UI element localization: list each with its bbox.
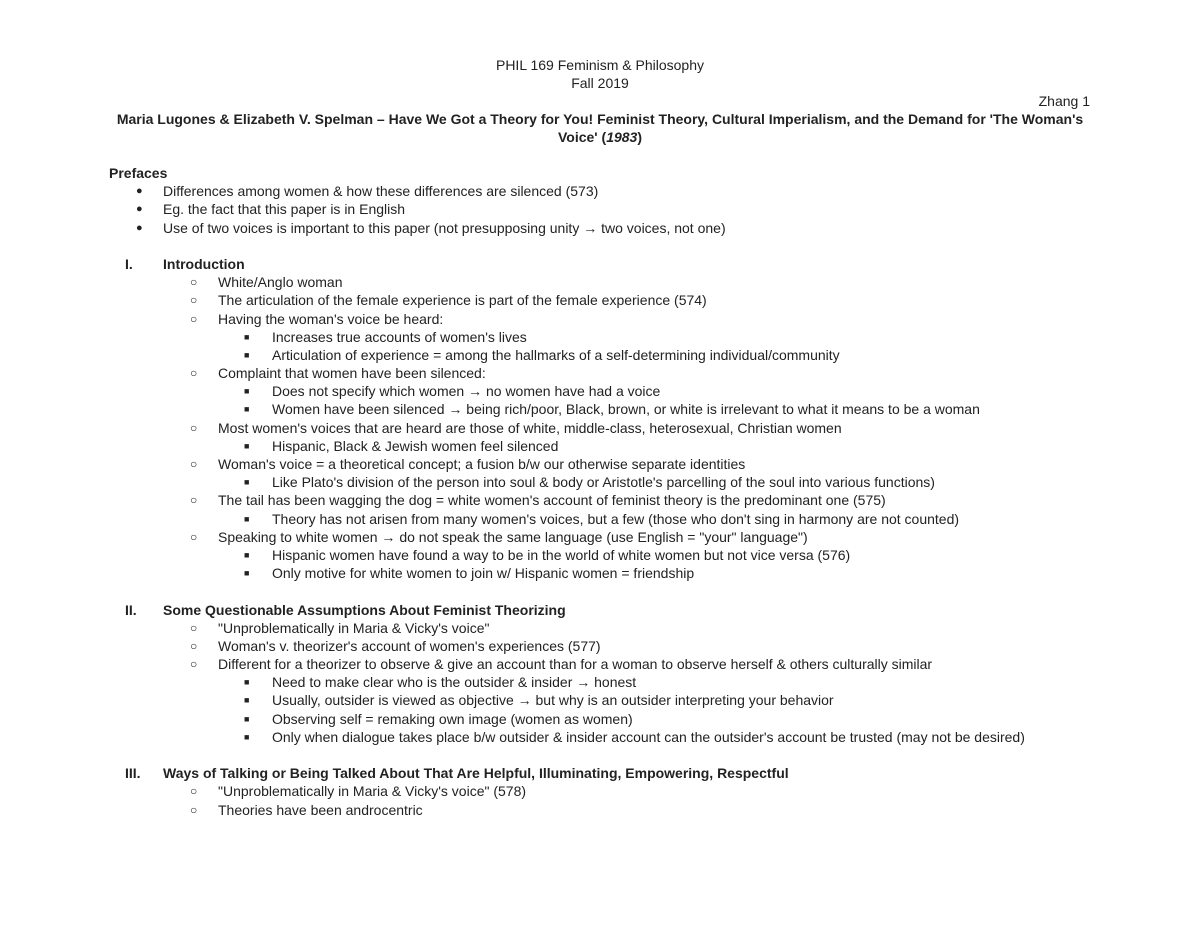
- list-item: [0, 219, 1200, 237]
- square-bullet-icon: ■: [244, 513, 250, 524]
- list-item-text: Having the woman's voice be heard:: [218, 310, 444, 327]
- list-item-text: Speaking to white women → do not speak the same language (use English = "your" language"): [218, 528, 808, 545]
- square-bullet-icon: ■: [244, 677, 250, 688]
- circle-bullet-icon: ○: [190, 802, 198, 817]
- sub-list-item: [0, 564, 1200, 582]
- sub-list-item-text: Hispanic, Black & Jewish women feel silenced: [272, 437, 559, 454]
- circle-bullet-icon: ○: [190, 638, 198, 653]
- circle-bullet-icon: ○: [190, 366, 198, 381]
- section-title: Ways of Talking or Being Talked About That Are Helpful, Illuminating, Empowering, Respectful: [163, 765, 789, 782]
- circle-bullet-icon: ○: [190, 784, 198, 799]
- square-bullet-icon: ■: [244, 440, 250, 451]
- section-title: Some Questionable Assumptions About Feminist Theorizing: [163, 601, 566, 618]
- sub-list-item: [0, 346, 1200, 364]
- sub-list-item: [0, 382, 1200, 400]
- sub-list-item: [0, 691, 1200, 709]
- list-item: [0, 273, 1200, 291]
- circle-bullet-icon: ○: [190, 275, 198, 290]
- list-item-text: "Unproblematically in Maria & Vicky's voice": [218, 619, 490, 636]
- sub-list-item-text: Hispanic women have found a way to be in the world of white women but not vice versa (576): [272, 546, 851, 563]
- circle-bullet-icon: ○: [190, 657, 198, 672]
- list-item: [0, 182, 1200, 200]
- sub-list-item-text: Increases true accounts of women's lives: [272, 328, 527, 345]
- list-item-text: Woman's voice = a theoretical concept; a fusion b/w our otherwise separate identities: [218, 456, 746, 472]
- spacer: [0, 582, 1200, 600]
- list-item-text: "Unproblematically in Maria & Vicky's voice" (578): [218, 783, 527, 800]
- list-item: [0, 782, 1200, 800]
- section-heading: [0, 601, 1200, 619]
- notes-body: [0, 164, 1200, 819]
- sub-list-item-text: Women have been silenced → being rich/poor, Black, brown, or white is irrelevant to what it means to be a woman: [272, 401, 980, 418]
- sub-list-item: [0, 328, 1200, 346]
- list-item-text: The articulation of the female experience is part of the female experience (574): [218, 292, 707, 309]
- list-item: [0, 491, 1200, 509]
- list-item: [0, 619, 1200, 637]
- disc-bullet-icon: ●: [136, 203, 143, 216]
- list-item: [0, 364, 1200, 382]
- page-number: Zhang 1: [1038, 93, 1090, 109]
- spacer: [0, 237, 1200, 255]
- sub-list-item-text: Articulation of experience = among the hallmarks of a self-determining individual/community: [272, 346, 840, 363]
- disc-bullet-icon: ●: [136, 221, 143, 234]
- list-item-text: The tail has been wagging the dog = white women's account of feminist theory is the predominant one (575): [218, 492, 886, 509]
- list-item: [0, 419, 1200, 437]
- square-bullet-icon: ■: [244, 331, 250, 342]
- list-item: [0, 528, 1200, 546]
- list-item-text: White/Anglo woman: [218, 274, 343, 291]
- section-title: Introduction: [163, 255, 245, 272]
- square-bullet-icon: ■: [244, 568, 250, 579]
- course-name: PHIL 169 Feminism & Philosophy: [495, 57, 705, 73]
- square-bullet-icon: ■: [244, 695, 250, 706]
- square-bullet-icon: ■: [244, 477, 250, 488]
- sub-list-item: [0, 728, 1200, 746]
- sub-list-item-text: Only when dialogue takes place b/w outsider & insider account can the outsider's account be trusted (may not be desired): [272, 728, 1025, 745]
- section-numeral: II.: [125, 601, 137, 618]
- square-bullet-icon: ■: [244, 731, 250, 742]
- circle-bullet-icon: ○: [190, 529, 198, 544]
- list-item-text: Theories have been androcentric: [218, 801, 423, 818]
- list-item-text: Differences among women & how these differences are silenced (573): [163, 183, 599, 200]
- course-header: [0, 56, 1200, 92]
- title-close: ): [637, 129, 643, 146]
- course-term: Fall 2019: [571, 75, 629, 92]
- title-year: 1983: [606, 129, 638, 146]
- list-item: [0, 291, 1200, 309]
- circle-bullet-icon: ○: [190, 457, 198, 471]
- prefaces-heading: Prefaces: [109, 165, 168, 181]
- sub-list-item: [0, 546, 1200, 564]
- list-item-text: Complaint that women have been silenced:: [218, 365, 486, 382]
- section-numeral: I.: [125, 255, 133, 272]
- sub-list-item: [0, 710, 1200, 728]
- square-bullet-icon: ■: [244, 386, 250, 397]
- spacer: [0, 746, 1200, 764]
- list-item-text: Use of two voices is important to this paper (not presupposing unity → two voices, not one): [163, 219, 726, 236]
- square-bullet-icon: ■: [244, 549, 250, 560]
- circle-bullet-icon: ○: [190, 311, 198, 326]
- disc-bullet-icon: ●: [136, 185, 143, 198]
- circle-bullet-icon: ○: [190, 420, 198, 435]
- document-title: [108, 110, 1092, 146]
- section-heading: [0, 764, 1200, 782]
- list-item: [0, 455, 1200, 473]
- section-numeral: III.: [125, 765, 141, 782]
- sub-list-item: [0, 400, 1200, 418]
- list-item: [0, 655, 1200, 673]
- list-item: [0, 801, 1200, 819]
- sub-list-item-text: Need to make clear who is the outsider & insider → honest: [272, 674, 637, 691]
- circle-bullet-icon: ○: [190, 293, 198, 308]
- list-item-text: Eg. the fact that this paper is in English: [163, 201, 406, 218]
- square-bullet-icon: ■: [244, 349, 250, 360]
- section-heading-prefaces: [0, 164, 1200, 182]
- sub-list-item-text: Usually, outsider is viewed as objective → but why is an outsider interpreting your behavior: [272, 692, 834, 709]
- sub-list-item-text: Does not specify which women → no women have had a voice: [272, 383, 661, 400]
- list-item-text: Woman's v. theorizer's account of women's experiences (577): [218, 637, 601, 654]
- list-item-text: Most women's voices that are heard are those of white, middle-class, heterosexual, Christian women: [218, 419, 842, 436]
- list-item: [0, 200, 1200, 218]
- section-heading: [0, 255, 1200, 273]
- circle-bullet-icon: ○: [190, 620, 198, 635]
- list-item: [0, 637, 1200, 655]
- square-bullet-icon: ■: [244, 404, 250, 415]
- sub-list-item-text: Like Plato's division of the person into soul & body or Aristotle's parcelling of the soul into various functions): [272, 474, 935, 491]
- list-item: [0, 310, 1200, 328]
- sub-list-item: [0, 673, 1200, 691]
- sub-list-item-text: Theory has not arisen from many women's voices, but a few (those who don't sing in harmony are not counted): [272, 510, 960, 527]
- square-bullet-icon: ■: [244, 713, 250, 724]
- sub-list-item: [0, 510, 1200, 528]
- sub-list-item-text: Observing self = remaking own image (women as women): [272, 710, 633, 727]
- circle-bullet-icon: ○: [190, 493, 198, 508]
- sub-list-item-text: Only motive for white women to join w/ Hispanic women = friendship: [272, 565, 695, 582]
- title-text: Maria Lugones & Elizabeth V. Spelman – Have We Got a Theory for You! Feminist Theory, Cultural Imperialism, and the Demand for 'The Woman's Voice' (: [116, 111, 1084, 146]
- sub-list-item: [0, 437, 1200, 455]
- sub-list-item: [0, 473, 1200, 491]
- list-item-text: Different for a theorizer to observe & give an account than for a woman to observe herself & others culturally similar: [218, 656, 933, 673]
